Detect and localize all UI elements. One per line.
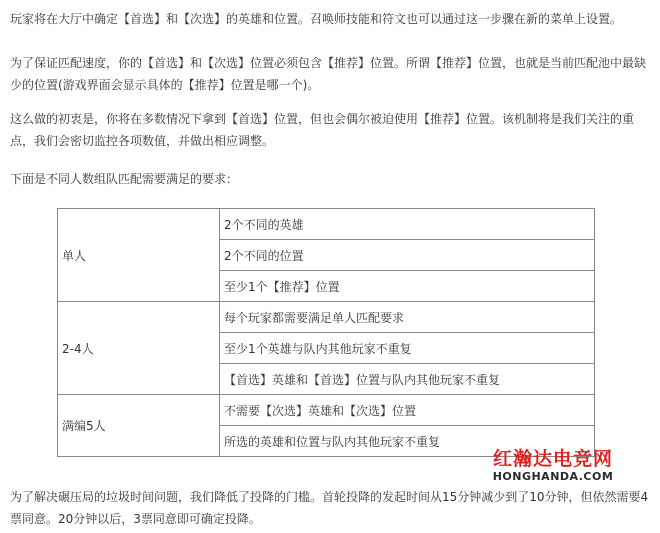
- intro-paragraph: 玩家将在大厅中确定【首选】和【次选】的英雄和位置。召唤师技能和符文也可以通过这一步骤在新的菜单上设置。: [10, 12, 623, 26]
- watermark-domain-text: HONGHANDA.COM: [492, 470, 614, 483]
- table-row: [58, 209, 595, 240]
- surrender-paragraph: 为了解决碾压局的垃圾时间问题，我们降低了投降的门槛。首轮投降的发起时间从15分钟减少到了10分钟，但依然需要4票同意。20分钟以后，3票同意即可确定投降。: [10, 490, 649, 526]
- requirement-cell: 至少1个英雄与队内其他玩家不重复: [220, 333, 595, 364]
- group-label-full: 满编5人: [58, 395, 220, 457]
- requirements-heading: 下面是不同人数组队匹配需要满足的要求：: [10, 172, 239, 186]
- group-label-duo: 2-4人: [58, 302, 220, 395]
- site-watermark: [478, 448, 628, 484]
- requirement-cell: 至少1个【推荐】位置: [220, 271, 595, 302]
- group-label-solo: 单人: [58, 209, 220, 302]
- requirement-cell: 每个玩家都需要满足单人匹配要求: [220, 302, 595, 333]
- requirement-cell: 2个不同的英雄: [220, 209, 595, 240]
- requirements-table: [57, 208, 595, 457]
- requirement-cell: 不需要【次选】英雄和【次选】位置: [220, 395, 595, 426]
- requirement-cell: 【首选】英雄和【首选】位置与队内其他玩家不重复: [220, 364, 595, 395]
- watermark-chinese-text: 红瀚达电竞网: [492, 448, 613, 470]
- intent-paragraph: 这么做的初衷是，你将在多数情况下拿到【首选】位置，但也会偶尔被迫使用【推荐】位置。该机制将是我们关注的重点，我们会密切监控各项数值，并做出相应调整。: [10, 112, 635, 148]
- matching-speed-paragraph: 为了保证匹配速度，你的【首选】和【次选】位置必须包含【推荐】位置。所谓【推荐】位置，也就是当前匹配池中最缺少的位置(游戏界面会显示具体的【推荐】位置是哪一个)。: [10, 56, 647, 92]
- requirement-cell: 2个不同的位置: [220, 240, 595, 271]
- requirement-cell: 所选的英雄和位置与队内其他玩家不重复: [220, 426, 595, 457]
- table-row: [58, 395, 595, 426]
- table-row: [58, 302, 595, 333]
